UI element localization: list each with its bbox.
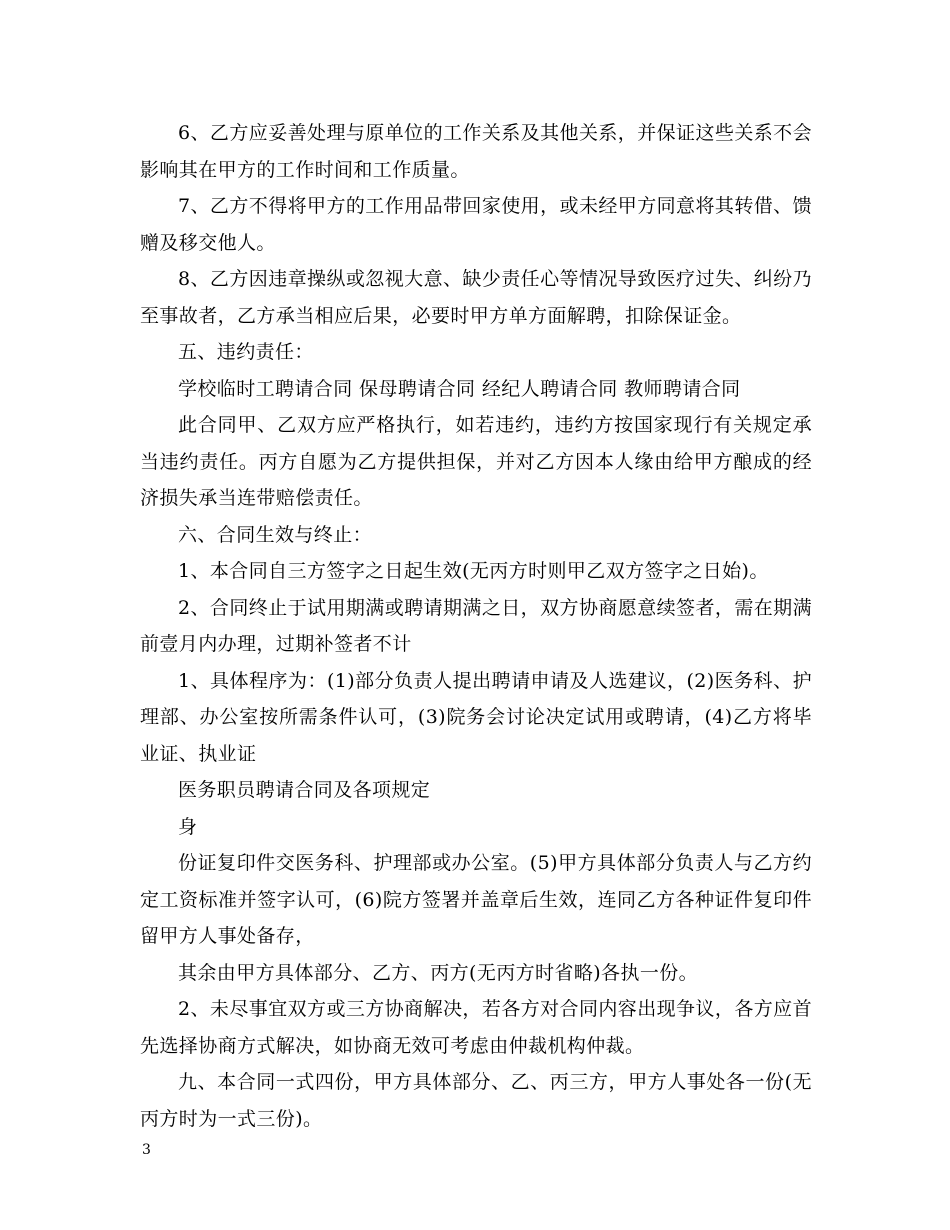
section-heading-effect-termination: 六、合同生效与终止：: [178, 523, 373, 546]
paragraph-termination-2: 2、合同终止于试用期满或聘请期满之日，双方协商愿意续签者，需在期满前壹月内办理，过期补签者不计: [140, 596, 812, 655]
paragraph-breach-liability: 此合同甲、乙双方应严格执行，如若违约，违约方按国家现行有关规定承当违约责任。丙方自愿为乙方提供担保，并对乙方因本人缘由给甲方酿成的经济损失承当连带赔偿责任。: [140, 414, 812, 509]
related-contracts-line: 学校临时工聘请合同 保母聘请合同 经纪人聘请合同 教师聘请合同: [178, 377, 741, 400]
inserted-title-line: 医务职员聘请合同及各项规定: [178, 779, 431, 801]
fragment-line: 身: [178, 815, 198, 838]
paragraph-procedure-1: 1、具体程序为：(1)部分负责人提出聘请申请及人选建议，(2)医务科、护理部、办公室按所需条件认可，(3)院务会讨论决定试用或聘请，(4)乙方将毕业证、执业证: [140, 669, 812, 765]
section-heading-breach: 五、违约责任：: [178, 341, 314, 363]
paragraph-effect-1: 1、本合同自三方签字之日起生效(无丙方时则甲乙双方签字之日始)。: [178, 560, 769, 582]
paragraph-clause-8: 8、乙方因违章操纵或忽视大意、缺少责任心等情况导致医疗过失、纠纷乃至事故者，乙方承当相应后果，必要时甲方单方面解聘，扣除保证金。: [140, 268, 812, 327]
paragraph-copies-held: 其余由甲方具体部分、乙方、丙方(无丙方时省略)各执一份。: [178, 961, 699, 984]
page-number: 3: [142, 1142, 151, 1158]
paragraph-procedure-continued: 份证复印件交医务科、护理部或办公室。(5)甲方具体部分负责人与乙方约定工资标准并签字认可，(6)院方签署并盖章后生效，连同乙方各种证件复印件留甲方人事处备存，: [140, 852, 812, 947]
document-body: [140, 115, 812, 1137]
paragraph-clause-7: 7、乙方不得将甲方的工作用品带回家使用，或未经甲方同意将其转借、馈赠及移交他人。: [140, 195, 812, 254]
paragraph-dispute-2: 2、未尽事宜双方或三方协商解决，若各方对合同内容出现争议，各方应首先选择协商方式解决，如协商无效可考虑由仲裁机构仲裁。: [140, 998, 812, 1057]
paragraph-clause-6: 6、乙方应妥善处理与原单位的工作关系及其他关系，并保证这些关系不会影响其在甲方的工作时间和工作质量。: [140, 122, 812, 181]
paragraph-clause-9: 九、本合同一式四份，甲方具体部分、乙、丙三方，甲方人事处各一份(无丙方时为一式三份)。: [140, 1071, 812, 1130]
